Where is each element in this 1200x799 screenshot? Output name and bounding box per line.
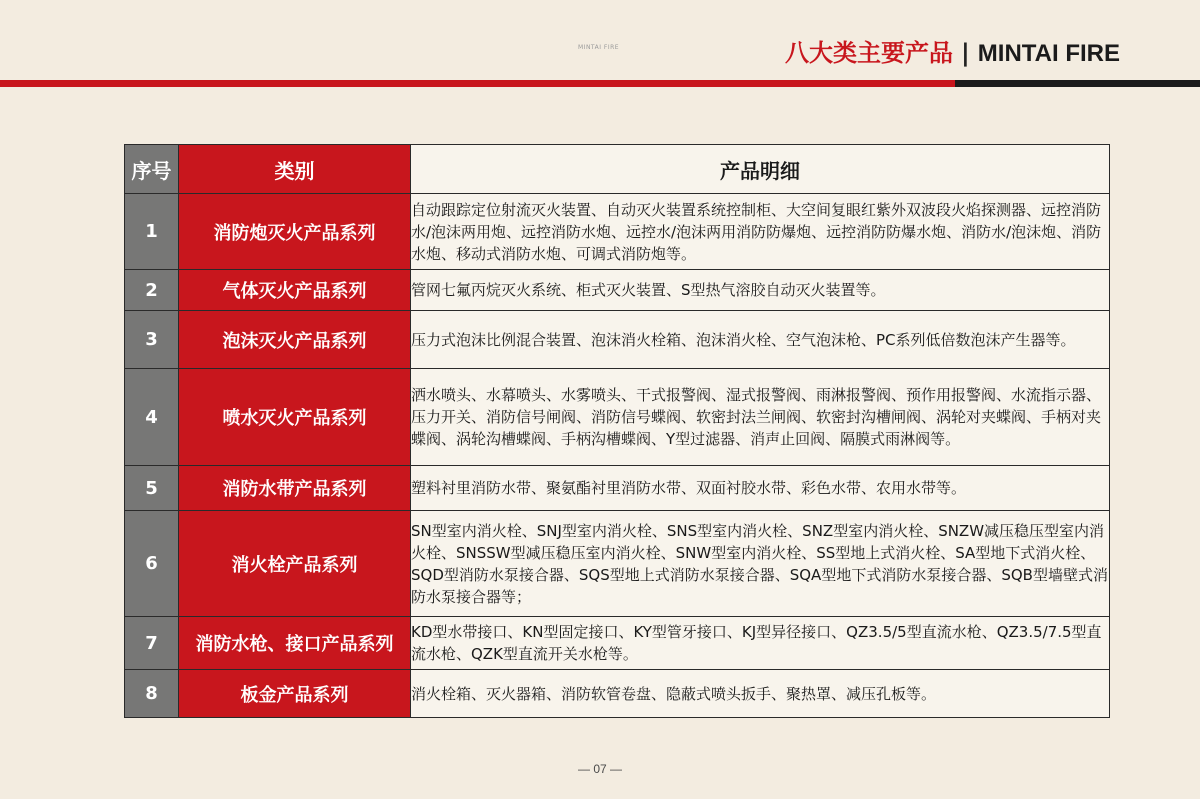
table-row <box>125 369 1110 466</box>
row-category: 气体灭火产品系列 <box>179 270 411 311</box>
row-detail: 管网七氟丙烷灭火系统、柜式灭火装置、S型热气溶胶自动灭火装置等。 <box>411 270 1110 311</box>
product-table <box>124 144 1110 718</box>
table-row <box>125 466 1110 511</box>
title-chinese: 八大类主要产品 <box>785 39 954 67</box>
row-number: 6 <box>125 511 179 617</box>
page-title <box>785 36 1120 71</box>
row-number: 5 <box>125 466 179 511</box>
row-detail: 洒水喷头、水幕喷头、水雾喷头、干式报警阀、湿式报警阀、雨淋报警阀、预作用报警阀、水流指示器、压力开关、消防信号闸阀、消防信号蝶阀、软密封法兰闸阀、软密封沟槽闸阀、涡轮对夹蝶阀、手柄对夹蝶阀、涡轮沟槽蝶阀、手柄沟槽蝶阀、Y型过滤器、消声止回阀、隔膜式雨淋阀等。 <box>411 369 1110 466</box>
row-number: 8 <box>125 670 179 718</box>
row-detail: SN型室内消火栓、SNJ型室内消火栓、SNS型室内消火栓、SNZ型室内消火栓、SNZW减压稳压型室内消火栓、SNSSW型减压稳压室内消火栓、SNW型室内消火栓、SS型地上式消火栓、SA型地下式消火栓、SQD型消防水泵接合器、SQS型地上式消防水泵接合器、SQA型地下式消防水泵接合器、SQB型墙壁式消防水泵接合器等； <box>411 511 1110 617</box>
header-small-text: MINTAI FIRE <box>578 44 620 51</box>
table-row <box>125 270 1110 311</box>
row-detail: 塑料衬里消防水带、聚氨酯衬里消防水带、双面衬胶水带、彩色水带、农用水带等。 <box>411 466 1110 511</box>
table-row <box>125 311 1110 369</box>
row-number: 3 <box>125 311 179 369</box>
row-number: 4 <box>125 369 179 466</box>
header-details: 产品明细 <box>411 145 1110 194</box>
header-category: 类别 <box>179 145 411 194</box>
table-header-row <box>125 145 1110 194</box>
table-row <box>125 617 1110 670</box>
row-number: 7 <box>125 617 179 670</box>
row-category: 消防水枪、接口产品系列 <box>179 617 411 670</box>
row-category: 泡沫灭火产品系列 <box>179 311 411 369</box>
header-divider-bar <box>0 80 1200 87</box>
row-number: 2 <box>125 270 179 311</box>
title-english: MINTAI FIRE <box>977 40 1120 67</box>
row-category: 消防水带产品系列 <box>179 466 411 511</box>
header-bar-red <box>0 80 955 87</box>
row-category: 喷水灭火产品系列 <box>179 369 411 466</box>
table-row <box>125 670 1110 718</box>
header-bar-black <box>955 80 1200 87</box>
row-detail: 压力式泡沫比例混合装置、泡沫消火栓箱、泡沫消火栓、空气泡沫枪、PC系列低倍数泡沫产生器等。 <box>411 311 1110 369</box>
row-detail: 自动跟踪定位射流灭火装置、自动灭火装置系统控制柜、大空间复眼红紫外双波段火焰探测器、远控消防水/泡沫两用炮、远控消防水炮、远控水/泡沫两用消防防爆炮、远控消防防爆水炮、消防水/泡沫炮、消防水炮、移动式消防水炮、可调式消防炮等。 <box>411 194 1110 270</box>
table-row <box>125 511 1110 617</box>
table-row <box>125 194 1110 270</box>
header-number: 序号 <box>125 145 179 194</box>
row-category: 板金产品系列 <box>179 670 411 718</box>
row-category: 消防炮灭火产品系列 <box>179 194 411 270</box>
row-detail: 消火栓箱、灭火器箱、消防软管卷盘、隐蔽式喷头扳手、聚热罩、减压孔板等。 <box>411 670 1110 718</box>
title-separator: | <box>961 39 970 67</box>
page-number: — 07 — <box>577 762 622 776</box>
row-category: 消火栓产品系列 <box>179 511 411 617</box>
row-detail: KD型水带接口、KN型固定接口、KY型管牙接口、KJ型异径接口、QZ3.5/5型直流水枪、QZ3.5/7.5型直流水枪、QZK型直流开关水枪等。 <box>411 617 1110 670</box>
row-number: 1 <box>125 194 179 270</box>
